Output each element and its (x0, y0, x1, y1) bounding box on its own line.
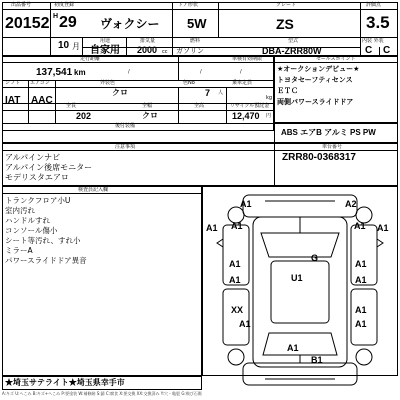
mileage-label: 走行距離 (80, 56, 101, 62)
note-line-3: モデリスタエアロ (5, 173, 69, 182)
usage-sub: 用途 (100, 38, 111, 44)
length-value: 202 (76, 111, 92, 121)
chassis-label: 車台番号 (322, 144, 343, 150)
mark-ml-a1: A1 (229, 275, 241, 285)
mark-side-a1b: A1 (355, 259, 367, 269)
mileage-value: 137,541 (36, 67, 73, 78)
recycle-unit: 円 (266, 113, 272, 119)
capacity-value: 7 (205, 88, 211, 98)
chassis-number: ZRR80-0368317 (282, 152, 356, 163)
kg-unit: kg (266, 95, 273, 101)
ac-label: エアコン (30, 80, 50, 86)
mark-mr-a1: A1 (355, 275, 367, 285)
inspector-line-1: トランクフロア小U (5, 196, 71, 205)
mark-fl-a1: A1 (231, 221, 243, 231)
mark-rl-a1: A1 (355, 305, 367, 315)
mark-bot-a1: A1 (287, 343, 299, 353)
score: 3.5 (366, 13, 390, 32)
cc-sub: 排気量 (140, 38, 156, 44)
mark-left-a1: A1 (206, 223, 218, 233)
sales-label: セールスポイント (316, 56, 356, 62)
mark-b1: B1 (311, 355, 323, 365)
capacity-label: 乗車定員 (232, 80, 253, 86)
length-label: 全長 (66, 103, 77, 109)
model-name: ヴォクシー (100, 17, 160, 31)
equipment-list: ABS エアB アルミ PS PW (281, 128, 376, 137)
shift-value: IAT (5, 95, 21, 106)
inspector-line-6: ミラーA (5, 246, 33, 255)
month-unit: 月 (72, 42, 80, 51)
lot-number: 20152 (5, 15, 50, 32)
mark-u1: U1 (291, 273, 303, 283)
vehicle-damage-diagram (203, 185, 397, 395)
capacity-unit: 人 (218, 90, 224, 96)
notes-label: 注意事項 (115, 144, 136, 150)
note-line-2: アルパイン後席モニター (5, 163, 93, 172)
mileage-unit: km (74, 68, 86, 77)
exterior-label: 外装色 (100, 80, 116, 86)
score-label: 評価点 (366, 2, 382, 8)
mark-side-a1: A1 (229, 259, 241, 269)
inspector-line-7: パワースライドドア異音 (5, 256, 87, 265)
year: 29 (59, 14, 77, 31)
mark-xx-a1: A1 (239, 319, 251, 329)
door-shape: 5W (187, 16, 207, 31)
mileage-sep-2: / (200, 69, 202, 75)
fuel: ガソリン (176, 47, 204, 55)
model-code-sub: 型式 (288, 38, 299, 44)
int-score: C (365, 45, 373, 56)
width-color: クロ (142, 111, 158, 120)
ac-value: AAC (31, 95, 53, 106)
mileage-sep: / (128, 69, 130, 75)
ext-score: C (383, 45, 391, 56)
sales-point-3: ＥＴＣ (277, 87, 298, 95)
dealer-name: ★埼玉サテライト★埼玉県幸手市 (5, 378, 125, 387)
mark-right-a1: A1 (377, 223, 389, 233)
mark-top-a1: A1 (240, 199, 252, 209)
usage: 自家用 (90, 45, 120, 56)
mark-top-a2: A2 (345, 199, 357, 209)
sales-point-2: トヨタセーフティセンス (277, 76, 353, 84)
mileage-sep-3: / (240, 69, 242, 75)
fuel-sub: 燃料 (190, 38, 201, 44)
lot-label: 出品番号 (11, 2, 32, 8)
inspection-label: 車検有効期限 (232, 56, 263, 62)
mark-fr-a1: A1 (354, 221, 366, 231)
grade-label: グレード (276, 2, 297, 8)
recycle-label: リサイクル預託金 (230, 103, 270, 109)
inspector-line-3: ハンドルすれ (5, 216, 50, 225)
mark-rr-a1: A1 (355, 319, 367, 329)
height-label: 全高 (194, 103, 205, 109)
era: H (53, 13, 59, 20)
shift-label: シフト (5, 80, 21, 86)
doors-label: ドア形状 (178, 2, 198, 8)
grade: ZS (276, 16, 294, 32)
mark-xx: XX (231, 305, 244, 315)
sales-point-4: 両側パワースライドドア (277, 98, 354, 106)
recycle-value: 12,470 (232, 111, 260, 121)
inspector-label: 検査員記入欄 (78, 187, 109, 193)
int-ext-sub: 内装 外装 (362, 38, 384, 44)
back-equip-label: 後付装備 (115, 123, 136, 129)
cc-value: 2000 (137, 45, 158, 55)
inspector-line-5: シート等汚れ、すれ小 (5, 236, 81, 245)
month: 10 (58, 40, 70, 51)
legend-text: A:キズ U:へこみ B:キズ+へこみ P:要塗装 W:補修跡 S:錆 C:腐食 X:要交換 XX:交換済み Y:穴・亀裂 G:飛び石傷 (2, 391, 202, 396)
year-label: 初度登録 (54, 2, 75, 8)
mark-g: G (311, 253, 319, 263)
cc-unit: cc (162, 49, 168, 55)
inspector-line-2: 室内汚れ (5, 206, 35, 215)
width-label: 全幅 (142, 103, 153, 109)
inspector-line-4: コンソール傷小 (5, 226, 58, 235)
sales-point-1: ★オークションデビュー★ (277, 65, 360, 73)
exterior-color: クロ (112, 88, 128, 97)
note-line-1: アルパインナビ (5, 153, 61, 162)
model-code: DBA-ZRR80W (262, 46, 322, 56)
color-no-label: 色No (183, 80, 195, 86)
